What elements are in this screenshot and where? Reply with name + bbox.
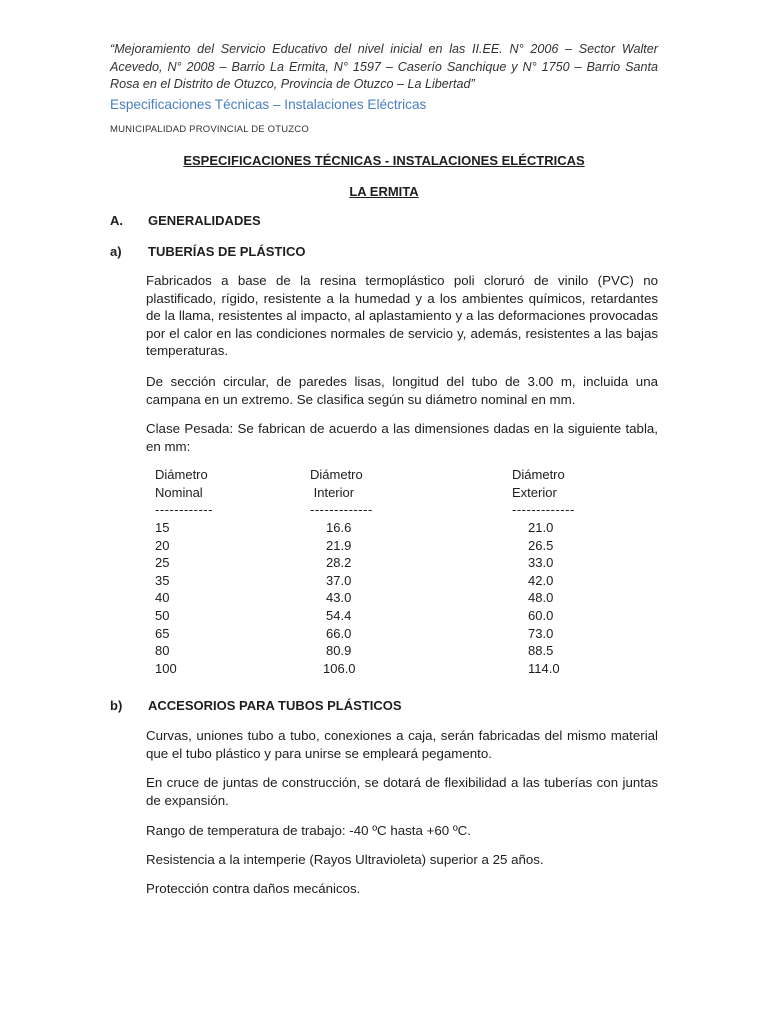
table-header-cell: Nominal (155, 484, 203, 500)
header-subtitle: Especificaciones Técnicas – Instalaciones Eléctricas (110, 97, 427, 112)
document-title: ESPECIFICACIONES TÉCNICAS - INSTALACIONES ELÉCTRICAS (183, 153, 585, 168)
interior-diameter: 66.0 (326, 625, 352, 641)
interior-diameter: 43.0 (326, 590, 352, 606)
exterior-diameter: 48.0 (528, 590, 554, 606)
section-accessories-label: ACCESORIOS PARA TUBOS PLÁSTICOS (148, 698, 402, 713)
exterior-diameter: 21.0 (528, 519, 554, 535)
nominal-diameter: 100 (155, 661, 177, 677)
exterior-diameter: 88.5 (528, 643, 554, 659)
table-separator: ------------- (310, 502, 373, 518)
header-organization: MUNICIPALIDAD PROVINCIAL DE OTUZCO (110, 124, 309, 135)
nominal-diameter: 80 (155, 643, 170, 659)
table-header-cell: Interior (310, 484, 355, 500)
interior-diameter: 21.9 (326, 537, 352, 553)
interior-diameter: 54.4 (326, 608, 352, 624)
nominal-diameter: 40 (155, 590, 170, 606)
exterior-diameter: 33.0 (528, 555, 554, 571)
table-separator: ------------- (512, 502, 575, 518)
table-separator: ------------ (155, 502, 213, 518)
section-a-number: A. (110, 213, 123, 228)
accessories-paragraph-4: Resistencia a la intemperie (Rayos Ultravioleta) superior a 25 años. (146, 852, 544, 867)
exterior-diameter: 42.0 (528, 572, 554, 588)
pipes-paragraph-2: De sección circular, de paredes lisas, longitud del tubo de 3.00 m, incluida una campana en un extremo. Se clasifica según su diámetro nominal en mm. (146, 374, 658, 407)
nominal-diameter: 20 (155, 537, 170, 553)
nominal-diameter: 35 (155, 572, 170, 588)
pipes-paragraph-1: Fabricados a base de la resina termoplástico poli cloruró de vinilo (PVC) no plastificado, rígido, resistente a la humedad y a los ambientes químicos, retardantes de la llama, resistentes al impacto, al aplastamiento y a las deformaciones provocadas por el calor en las condiciones normales de servicio y, además, resistentes a las bajas temperaturas. (146, 273, 658, 359)
table-header-cell: Diámetro (310, 467, 363, 482)
accessories-paragraph-5: Protección contra daños mecánicos. (146, 881, 361, 896)
exterior-diameter: 60.0 (528, 608, 554, 624)
table-header-cell: Exterior (512, 484, 557, 500)
accessories-paragraph-2: En cruce de juntas de construcción, se dotará de flexibilidad a las tuberías con juntas de expansión. (146, 775, 658, 808)
section-pipes-heading (110, 244, 305, 259)
table-header-cell: Diámetro (512, 467, 565, 482)
interior-diameter: 37.0 (326, 572, 352, 588)
accessories-paragraph-1: Curvas, uniones tubo a tubo, conexiones a caja, serán fabricadas del mismo material que el tubo plástico y para unirse se empleará pegamento. (146, 728, 658, 761)
interior-diameter: 106.0 (323, 661, 356, 677)
exterior-diameter: 26.5 (528, 537, 554, 553)
section-accessories-heading (110, 698, 402, 713)
accessories-paragraph-3: Rango de temperatura de trabajo: -40 ºC hasta +60 ºC. (146, 823, 471, 838)
nominal-diameter: 15 (155, 519, 170, 535)
table-header-cell: Diámetro (155, 467, 208, 482)
interior-diameter: 80.9 (326, 643, 352, 659)
section-pipes-number: a) (110, 244, 122, 259)
section-a-heading (110, 213, 261, 228)
pipes-paragraph-3: Clase Pesada: Se fabrican de acuerdo a las dimensiones dadas en la siguiente tabla, en mm: (146, 421, 658, 454)
interior-diameter: 16.6 (326, 519, 352, 535)
header-project-title: “Mejoramiento del Servicio Educativo del nivel inicial en las II.EE. N° 2006 – Sector Walter Acevedo, N° 2008 – Barrio La Ermita, N° 1597 – Caserío Sanchique y N° 1750 – Barrio Santa Rosa en el Distrito de Otuzco, Provincia de Otuzco – La Libertad” (110, 42, 658, 91)
nominal-diameter: 25 (155, 555, 170, 571)
exterior-diameter: 73.0 (528, 625, 554, 641)
section-accessories-number: b) (110, 698, 123, 713)
section-a-label: GENERALIDADES (148, 213, 261, 228)
nominal-diameter: 65 (155, 625, 170, 641)
interior-diameter: 28.2 (326, 555, 352, 571)
exterior-diameter: 114.0 (528, 661, 560, 677)
section-pipes-label: TUBERÍAS DE PLÁSTICO (148, 244, 306, 259)
document-location: LA ERMITA (349, 184, 419, 199)
nominal-diameter: 50 (155, 608, 170, 624)
